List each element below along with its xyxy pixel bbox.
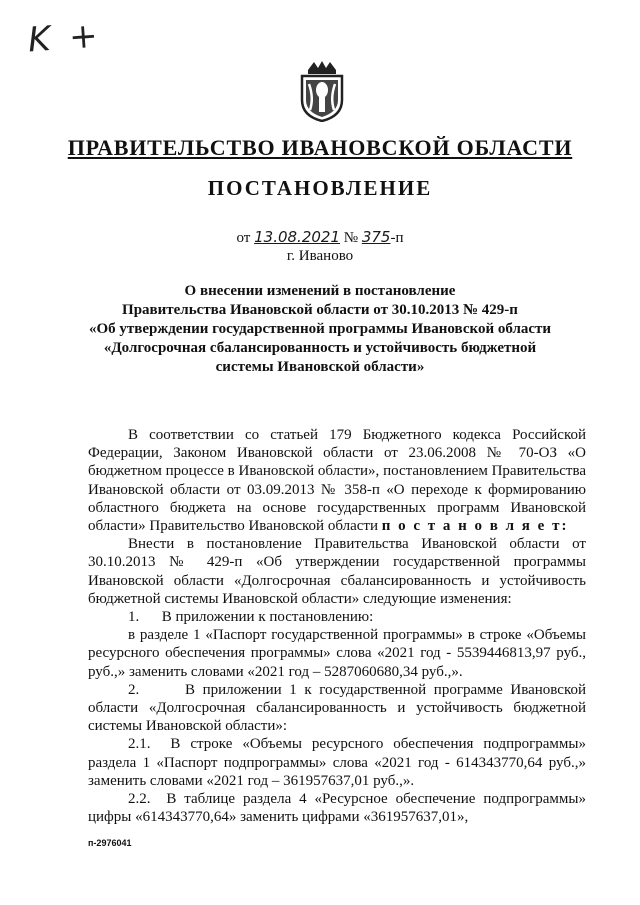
decree-date: 13.08.2021 <box>254 228 340 246</box>
heading-line: системы Ивановской области» <box>215 359 425 375</box>
date-number-line <box>0 228 640 247</box>
document-body <box>88 426 586 826</box>
government-title: ПРАВИТЕЛЬСТВО ИВАНОВСКОЙ ОБЛАСТИ <box>67 135 573 160</box>
document-heading <box>60 282 580 377</box>
document-type: ПОСТАНОВЛЕНИЕ <box>207 176 433 200</box>
city: г. Иваново <box>286 248 354 264</box>
item-2-1: 2.1. В строке «Объемы ресурсного обеспечения подпрограммы» раздела 1 «Паспорт подпрограммы» слова «2021 год - 614343770,64 руб.,» заменить словами «2021 год – 361957637,01 руб.,». <box>88 736 586 789</box>
preamble-text: В соответствии со статьей 179 Бюджетного кодекса Российской Федерации, Законом Ивановской области от 23.06.2008 № 70-ОЗ «О бюджетном процессе в Ивановской области», постановлением Правительства Ивановской области от 03.09.2013 № 358-п «О переходе к формированию областного бюджета на основе государственных программ Ивановской области» Правительство Ивановской области <box>88 427 586 535</box>
heading-line: О внесении изменений в постановление <box>184 283 456 299</box>
item-1-text: в разделе 1 «Паспорт государственной программы» в строке «Объемы ресурсного обеспечения программы» слова «2021 год - 5539446813,97 руб., руб.,» заменить словами «2021 год – 5287060680,34 руб.,». <box>88 627 586 680</box>
number-label: № <box>343 230 359 246</box>
item-1: 1. В приложении к постановлению: <box>128 609 374 626</box>
heading-line: «Долгосрочная сбалансированность и устойчивость бюджетной <box>103 340 537 356</box>
heading-line: Правительства Ивановской области от 30.10.2013 № 429-п <box>122 302 518 318</box>
intro-paragraph: Внести в постановление Правительства Ивановской области от 30.10.2013 № 429-п «Об утверждении государственной программы Ивановской области «Долгосрочная сбалансированность и устойчивость бюджетной системы Ивановской области» следующие изменения: <box>88 536 586 607</box>
resolves-word: п о с т а н о в л я е т: <box>381 518 569 535</box>
decree-number: 375 <box>361 228 391 246</box>
heading-line: «Об утверждении государственной программы Ивановской области <box>88 321 552 337</box>
item-2: 2. В приложении 1 к государственной программе Ивановской области «Долгосрочная сбалансированность и устойчивость бюджетной системы Ивановской области»: <box>88 681 586 735</box>
footer-code: п-2976041 <box>88 838 132 848</box>
preamble-paragraph <box>88 426 586 535</box>
number-suffix: -п <box>390 230 404 246</box>
item-2-2: 2.2. В таблице раздела 4 «Ресурсное обеспечение подпрограммы» цифры «614343770,64» заменить цифрами «361957637,01», <box>88 791 586 826</box>
handwritten-mark: K + <box>26 15 103 61</box>
coat-of-arms-icon <box>298 60 346 122</box>
date-from-label: от <box>236 230 251 246</box>
